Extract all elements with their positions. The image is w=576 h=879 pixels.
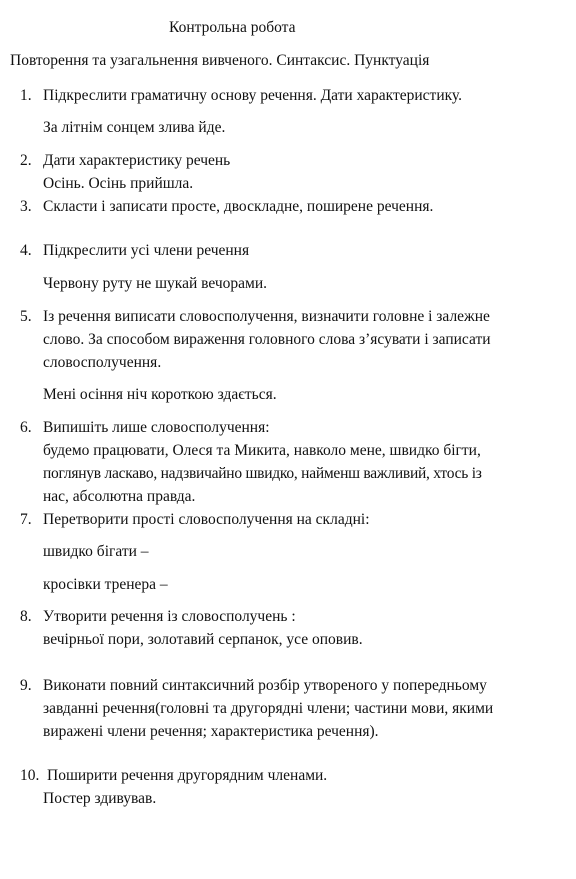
task-text: нас, абсолютна правда. bbox=[43, 488, 196, 505]
document-title: Контрольна робота bbox=[169, 19, 296, 36]
task-example: Червону руту не шукай вечорами. bbox=[43, 275, 268, 292]
task-number: 1. bbox=[20, 87, 32, 104]
task-text: завданні речення(головні та другорядні члени; частини мови, якими bbox=[43, 700, 494, 717]
task-text: виражені члени речення; характеристика речення). bbox=[43, 723, 379, 740]
task-example: швидко бігати – bbox=[43, 543, 149, 560]
task-text: Утворити речення із словосполучень : bbox=[43, 608, 296, 625]
task-text: Підкреслити усі члени речення bbox=[43, 242, 250, 259]
task-text: Скласти і записати просте, двоскладне, поширене речення. bbox=[43, 198, 434, 215]
task-number: 5. bbox=[20, 308, 32, 325]
task-text: вечірньої пори, золотавий серпанок, усе оповив. bbox=[43, 631, 363, 648]
task-text: словосполучення. bbox=[43, 354, 162, 371]
task-number: 2. bbox=[20, 152, 32, 169]
task-text: Випишіть лише словосполучення: bbox=[43, 419, 270, 436]
task-text: Поширити речення другорядним членами. bbox=[47, 767, 328, 784]
task-number: 8. bbox=[20, 608, 32, 625]
task-number: 9. bbox=[20, 677, 32, 694]
task-text: будемо працювати, Олеся та Микита, навколо мене, швидко бігти, bbox=[43, 442, 481, 459]
task-text: Осінь. Осінь прийшла. bbox=[43, 175, 194, 192]
task-example: Мені осіння ніч короткою здається. bbox=[43, 386, 277, 403]
task-number: 6. bbox=[20, 419, 32, 436]
document-subtitle: Повторення та узагальнення вивченого. Синтаксис. Пунктуація bbox=[10, 52, 430, 69]
task-example: кросівки тренера – bbox=[43, 576, 168, 593]
task-text: Дати характеристику речень bbox=[43, 152, 231, 169]
task-text: Постер здивував. bbox=[43, 790, 157, 807]
task-number: 3. bbox=[20, 198, 32, 215]
task-number: 7. bbox=[20, 511, 32, 528]
task-number: 10. bbox=[20, 767, 40, 784]
task-number: 4. bbox=[20, 242, 32, 259]
task-text: Виконати повний синтаксичний розбір утвореного у попередньому bbox=[43, 677, 487, 694]
task-text: поглянув ласкаво, надзвичайно швидко, найменш важливий, хтось із bbox=[43, 465, 482, 482]
task-example: За літнім сонцем злива йде. bbox=[43, 119, 226, 136]
task-text: Із речення виписати словосполучення, визначити головне і залежне bbox=[43, 308, 490, 325]
task-text: Підкреслити граматичну основу речення. Дати характеристику. bbox=[43, 87, 463, 104]
task-text: Перетворити прості словосполучення на складні: bbox=[43, 511, 370, 528]
task-text: слово. За способом вираження головного слова з’ясувати і записати bbox=[43, 331, 491, 348]
